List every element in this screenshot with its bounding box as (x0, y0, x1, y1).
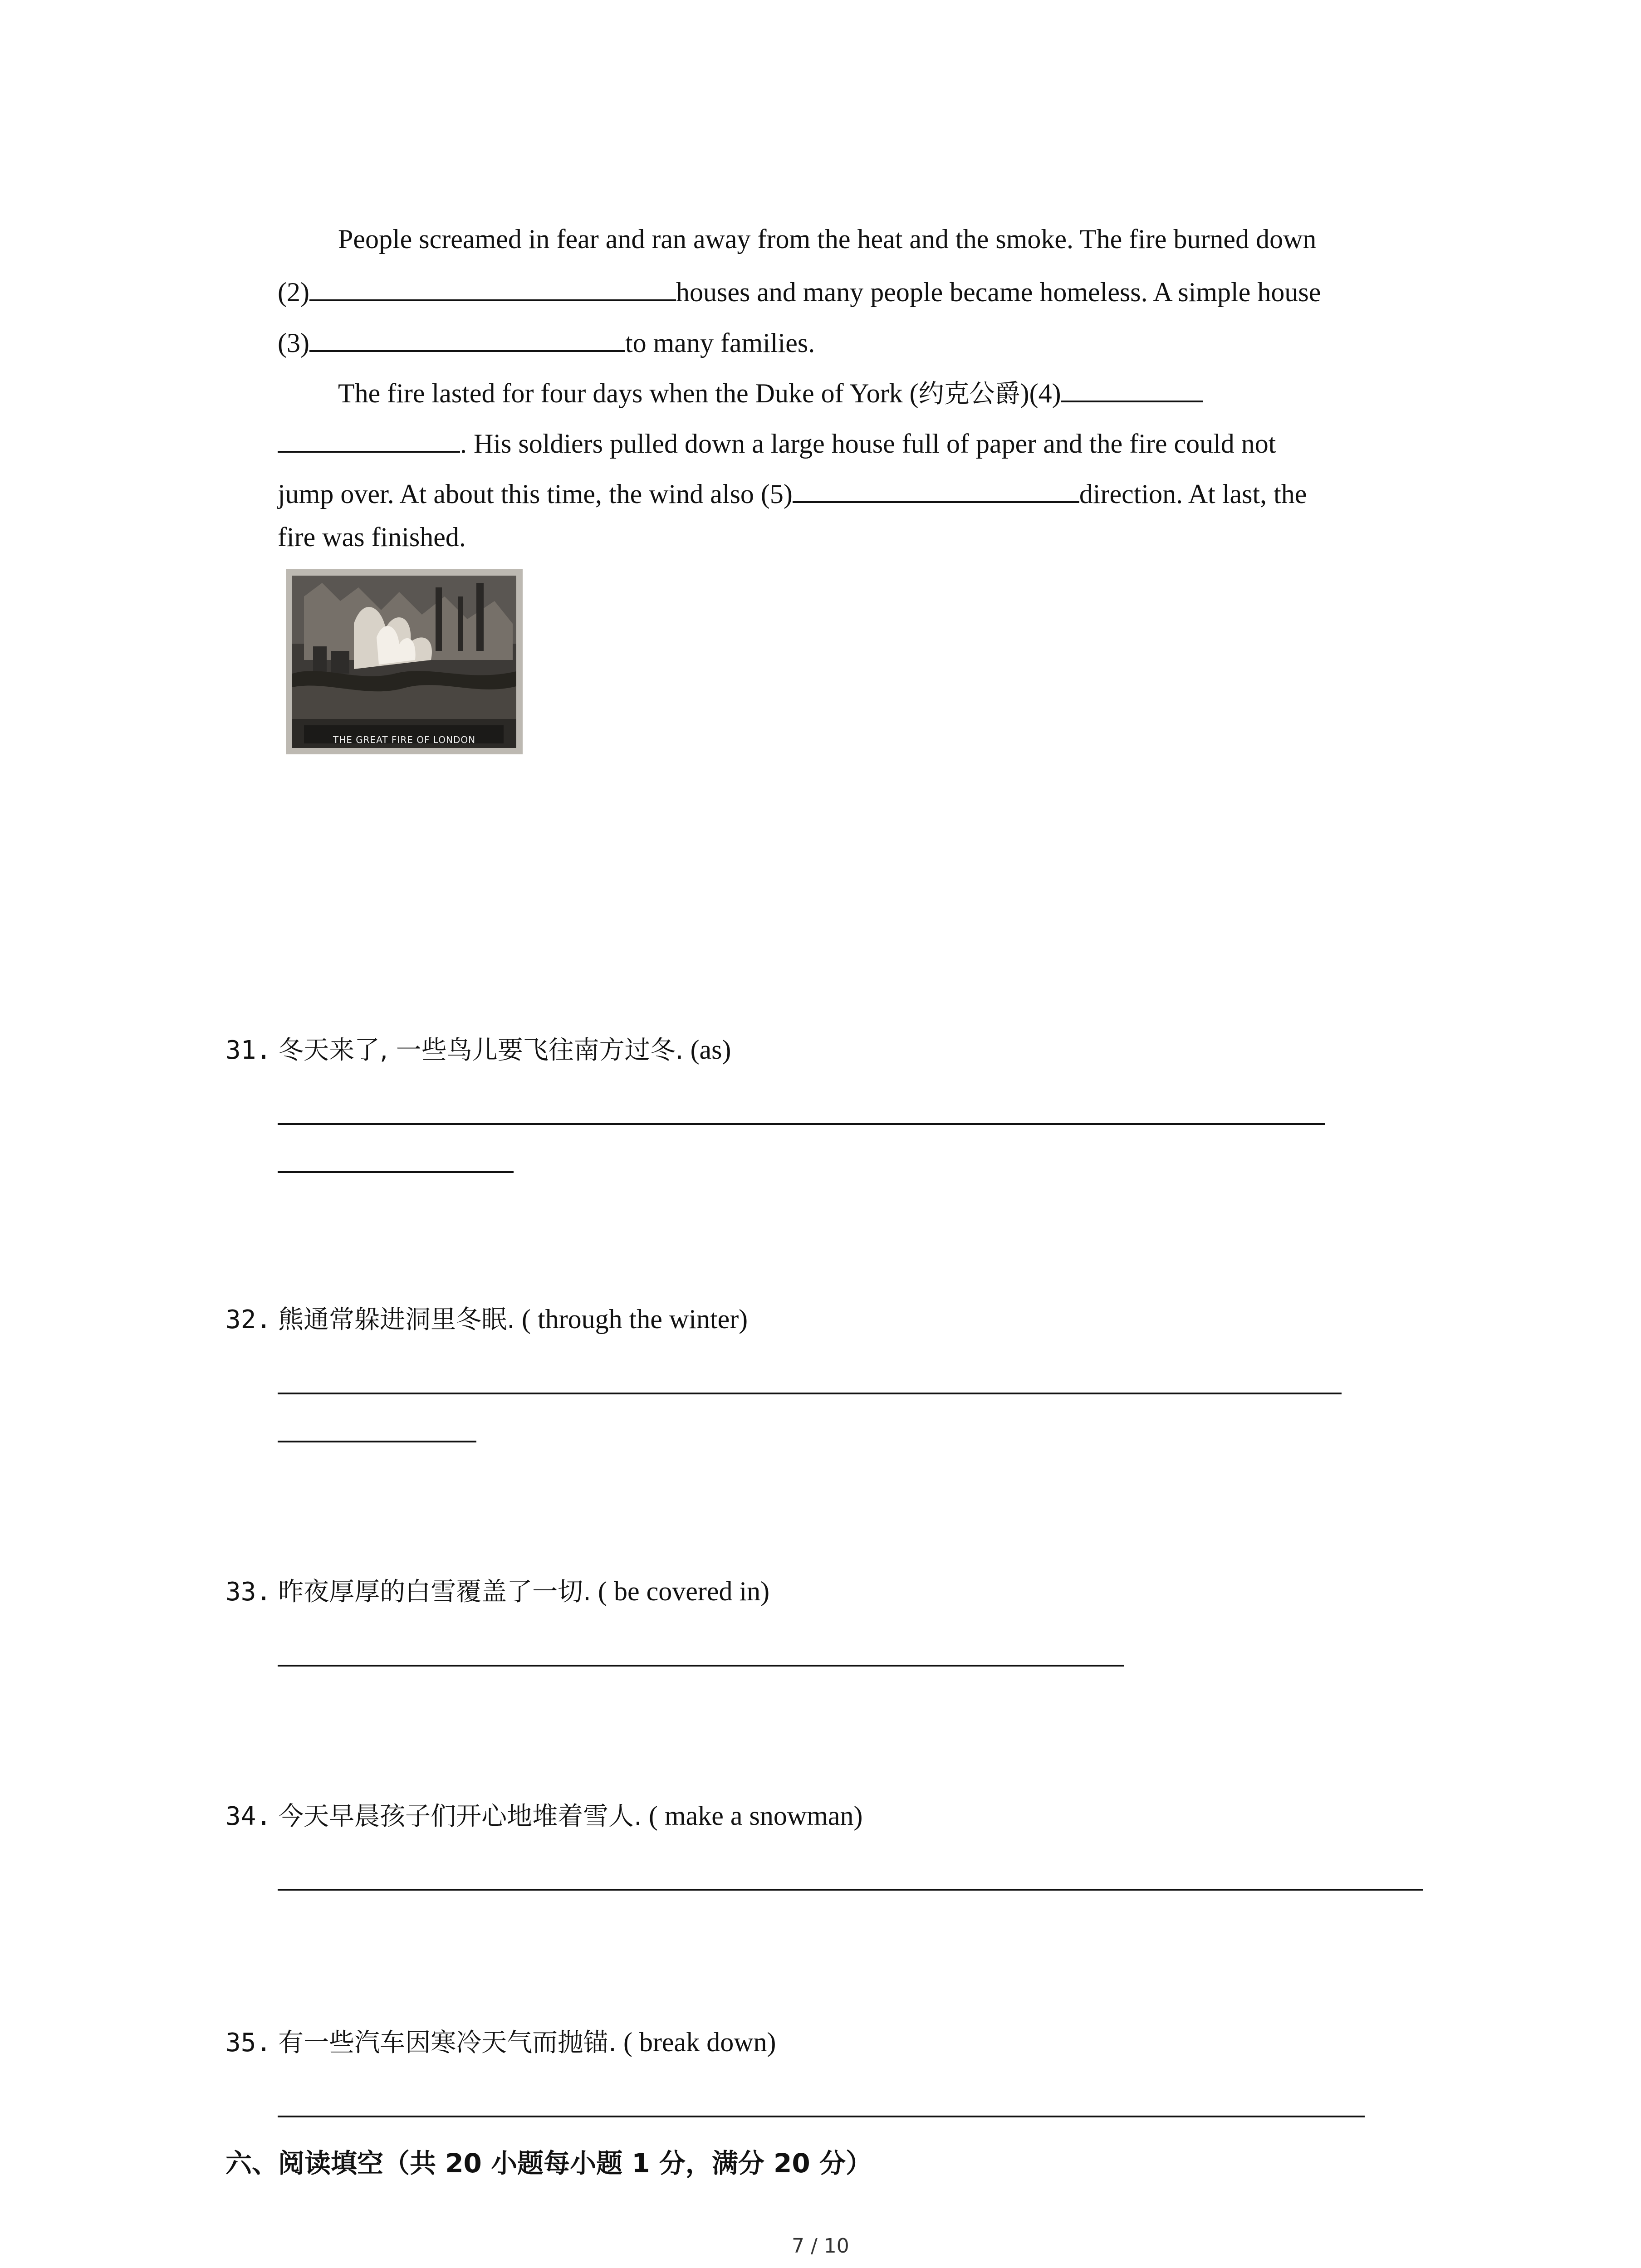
question-cn-text: 昨夜厚厚的白雪覆盖了一切. (278, 1577, 591, 1607)
question-cn-text: 今天早晨孩子们开心地堆着雪人. (278, 1802, 642, 1831)
answer-line-31b[interactable] (278, 1171, 514, 1173)
answer-line-32b[interactable] (278, 1441, 476, 1442)
passage-line (278, 327, 815, 357)
question-cn-text: 有一些汽车因寒冷天气而抛锚. (278, 2028, 617, 2058)
blank-label: )(4) (1020, 378, 1061, 408)
question-cn-text: 冬天来了, 一些鸟儿要飞往南方过冬. (278, 1036, 684, 1065)
answer-line-32a[interactable] (278, 1393, 1342, 1394)
question-number: 34. (225, 1802, 272, 1831)
passage-text: . His soldiers pulled down a large house full of paper and the fire could not (460, 429, 1276, 459)
section-heading: 六、阅读填空（共 20 小题每小题 1 分，满分 20 分） (225, 2148, 872, 2179)
question-number: 32. (225, 1305, 272, 1334)
passage-text: direction. At last, the (1079, 479, 1307, 509)
page-number: 7 / 10 (792, 2234, 849, 2258)
blank-3[interactable] (309, 327, 625, 352)
passage-line (338, 225, 1316, 253)
question-hint: ( make a snowman) (642, 1801, 863, 1831)
question-35 (225, 2028, 776, 2056)
answer-line-34[interactable] (278, 1889, 1423, 1891)
passage-line (278, 276, 1321, 306)
passage-text: The fire lasted for four days when the Duke of York ( (338, 378, 919, 408)
blank-label: (3) (278, 328, 309, 358)
passage-text: jump over. At about this time, the wind also (5) (278, 479, 793, 509)
question-34 (225, 1802, 862, 1829)
question-number: 31. (225, 1036, 272, 1065)
great-fire-illustration (286, 569, 523, 754)
blank-label: (2) (278, 277, 309, 307)
answer-line-35[interactable] (278, 2116, 1365, 2117)
passage-line (278, 427, 1276, 457)
question-31 (225, 1036, 731, 1063)
fire-scene-image (286, 569, 523, 754)
question-32 (225, 1305, 748, 1333)
question-hint: (as) (683, 1035, 731, 1065)
illustration-caption: THE GREAT FIRE OF LONDON (333, 734, 476, 745)
blank-4b[interactable] (278, 427, 460, 453)
passage-text: fire was finished. (278, 522, 466, 552)
question-33 (225, 1578, 769, 1605)
passage-line (338, 377, 1203, 407)
question-hint: ( break down) (616, 2027, 776, 2057)
question-hint: ( be covered in) (591, 1576, 770, 1606)
question-number: 35. (225, 2028, 272, 2058)
question-cn-text: 熊通常躲进洞里冬眠. (278, 1305, 515, 1334)
passage-text: houses and many people became homeless. A simple house (676, 277, 1321, 307)
passage-text: to many families. (625, 328, 815, 358)
question-hint: ( through the winter) (514, 1304, 748, 1334)
passage-cn-text: 约克公爵 (918, 379, 1020, 409)
question-number: 33. (225, 1577, 272, 1607)
answer-line-33[interactable] (278, 1665, 1124, 1667)
passage-line (278, 523, 466, 551)
passage-line (278, 478, 1307, 508)
answer-line-31a[interactable] (278, 1123, 1325, 1125)
passage-text: People screamed in fear and ran away from the heat and the smoke. The fire burned down (338, 224, 1317, 254)
blank-5[interactable] (793, 478, 1079, 503)
blank-4a[interactable] (1061, 377, 1203, 402)
blank-2[interactable] (309, 276, 676, 301)
